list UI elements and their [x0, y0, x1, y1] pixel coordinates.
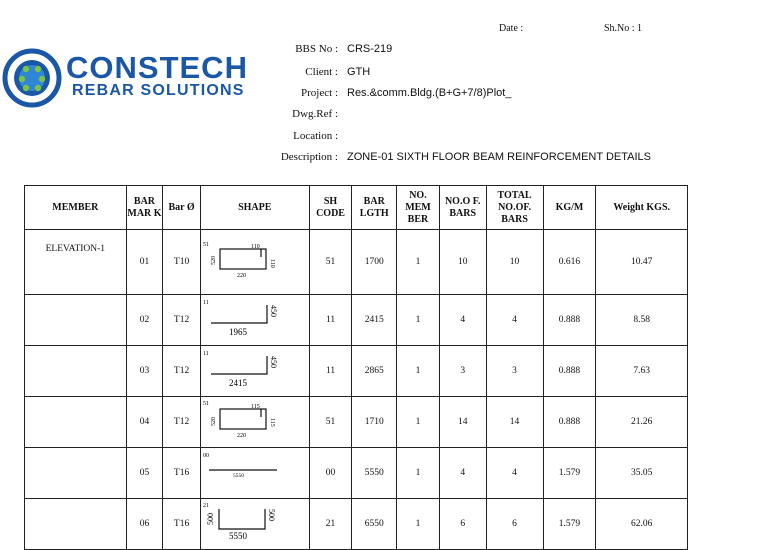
col-no-members: NO. MEM BER — [397, 186, 440, 230]
shape-cell — [200, 499, 309, 550]
weight-cell: 7.63 — [596, 346, 688, 397]
bar-mark-cell: 01 — [126, 230, 163, 295]
l-bar-shape — [201, 346, 307, 396]
member-cell — [25, 448, 127, 499]
bar-dia-cell: T10 — [163, 230, 201, 295]
no-members-cell: 1 — [397, 499, 440, 550]
weight-cell: 21.26 — [596, 397, 688, 448]
col-bar-mark: BAR MAR K — [126, 186, 163, 230]
bar-length-cell: 1710 — [352, 397, 397, 448]
member-cell — [25, 346, 127, 397]
kg-m-cell: 0.888 — [543, 397, 596, 448]
bar-length-cell: 2865 — [352, 346, 397, 397]
stirrup-shape — [201, 397, 307, 447]
shape-dim-bottom: 220 — [236, 273, 246, 279]
total-bars-cell: 4 — [486, 448, 543, 499]
bar-dia-cell: T12 — [163, 295, 201, 346]
shape-dim-bottom: 5550 — [228, 531, 247, 541]
shape-dim-bottom: 220 — [236, 433, 246, 439]
bar-dia-cell: T12 — [163, 397, 201, 448]
sh-code-cell: 11 — [309, 295, 352, 346]
l-bar-shape — [201, 295, 307, 345]
dwg-ref-label: Dwg.Ref : — [292, 108, 338, 120]
u-bar-shape — [201, 499, 307, 549]
shape-cell — [200, 397, 309, 448]
sheet-number: Sh.No : 1 — [604, 23, 643, 34]
shape-dim-top: 110 — [250, 244, 260, 250]
date-label: Date : — [499, 23, 524, 34]
total-bars-cell: 14 — [486, 397, 543, 448]
bar-length-cell: 5550 — [352, 448, 397, 499]
bbs-table — [24, 185, 688, 550]
member-cell — [25, 397, 127, 448]
table-row — [25, 295, 688, 346]
client-label: Client : — [305, 66, 338, 78]
shape-code-label: 00 — [202, 453, 209, 459]
no-bars-cell: 4 — [439, 295, 486, 346]
shape-dim-side: 520 — [210, 256, 217, 265]
col-no-bars: NO.O F. BARS — [439, 186, 486, 230]
no-bars-cell: 4 — [439, 448, 486, 499]
shape-code-label: 11 — [202, 351, 209, 357]
bbs-no-value: CRS-219 — [347, 43, 393, 55]
sh-code-cell: 21 — [309, 499, 352, 550]
shape-cell — [200, 230, 309, 295]
bar-length-cell: 6550 — [352, 499, 397, 550]
no-bars-cell: 14 — [439, 397, 486, 448]
bar-length-cell: 2415 — [352, 295, 397, 346]
weight-cell: 62.06 — [596, 499, 688, 550]
col-bar-dia: Bar Ø — [163, 186, 201, 230]
bar-length-cell: 1700 — [352, 230, 397, 295]
description-label: Description : — [280, 151, 338, 163]
no-members-cell: 1 — [397, 230, 440, 295]
no-members-cell: 1 — [397, 295, 440, 346]
project-label: Project : — [301, 87, 338, 99]
bar-dia-cell: T16 — [163, 499, 201, 550]
bar-mark-cell: 04 — [126, 397, 163, 448]
shape-dim-hook: 110 — [268, 259, 275, 268]
bar-mark-cell: 03 — [126, 346, 163, 397]
table-row — [25, 499, 688, 550]
col-kg-m: KG/M — [543, 186, 596, 230]
shape-dim-hook: 115 — [268, 418, 275, 427]
bar-mark-cell: 06 — [126, 499, 163, 550]
bar-dia-cell: T12 — [163, 346, 201, 397]
total-bars-cell: 4 — [486, 295, 543, 346]
shape-dim-left: 500 — [205, 513, 215, 525]
col-member: MEMBER — [25, 186, 127, 230]
logo-title: CONSTECH — [66, 50, 248, 85]
logo-subtitle: REBAR SOLUTIONS — [72, 82, 245, 99]
no-bars-cell: 3 — [439, 346, 486, 397]
bbs-no-label: BBS No : — [295, 43, 338, 55]
no-members-cell: 1 — [397, 397, 440, 448]
logo-rebar-icon — [2, 48, 62, 108]
shape-dim-side: 520 — [210, 417, 217, 426]
bar-dia-cell: T16 — [163, 448, 201, 499]
member-cell — [25, 295, 127, 346]
stirrup-shape — [201, 237, 307, 287]
shape-dim-vertical: 450 — [268, 356, 278, 368]
shape-cell — [200, 346, 309, 397]
kg-m-cell: 1.579 — [543, 448, 596, 499]
member-cell — [25, 499, 127, 550]
col-weight: Weight KGS. — [596, 186, 688, 230]
table-row — [25, 346, 688, 397]
table-row — [25, 230, 688, 295]
total-bars-cell: 6 — [486, 499, 543, 550]
table-header-row — [25, 186, 688, 230]
weight-cell: 8.58 — [596, 295, 688, 346]
col-total-bars: TOTAL NO.OF. BARS — [486, 186, 543, 230]
sh-code-cell: 00 — [309, 448, 352, 499]
col-sh-code: SH CODE — [309, 186, 352, 230]
kg-m-cell: 0.888 — [543, 295, 596, 346]
table-row — [25, 448, 688, 499]
sh-code-cell: 51 — [309, 397, 352, 448]
total-bars-cell: 3 — [486, 346, 543, 397]
straight-bar-shape — [201, 448, 307, 498]
project-value: Res.&comm.Bldg.(B+G+7/8)Plot_ — [347, 87, 512, 99]
kg-m-cell: 1.579 — [543, 499, 596, 550]
no-bars-cell: 10 — [439, 230, 486, 295]
client-value: GTH — [347, 66, 371, 78]
col-shape: SHAPE — [200, 186, 309, 230]
shape-code-label: 51 — [202, 401, 209, 407]
shape-dim-vertical: 450 — [268, 305, 278, 317]
shape-dim-top: 115 — [250, 404, 260, 410]
shape-dim-length: 5550 — [232, 473, 244, 479]
shape-dim-horizontal: 2415 — [228, 378, 247, 388]
sh-code-cell: 11 — [309, 346, 352, 397]
sh-code-cell: 51 — [309, 230, 352, 295]
weight-cell: 10.47 — [596, 230, 688, 295]
col-bar-length: BAR LGTH — [352, 186, 397, 230]
bar-mark-cell: 05 — [126, 448, 163, 499]
shape-code-label: 21 — [202, 503, 209, 509]
shape-cell — [200, 295, 309, 346]
shape-dim-right: 500 — [266, 509, 276, 521]
table-row — [25, 397, 688, 448]
shape-code-label: 11 — [202, 300, 209, 306]
bar-mark-cell: 02 — [126, 295, 163, 346]
kg-m-cell: 0.888 — [543, 346, 596, 397]
no-members-cell: 1 — [397, 448, 440, 499]
shape-cell — [200, 448, 309, 499]
shape-dim-horizontal: 1965 — [228, 327, 247, 337]
no-members-cell: 1 — [397, 346, 440, 397]
member-cell: ELEVATION-1 — [25, 230, 127, 295]
kg-m-cell: 0.616 — [543, 230, 596, 295]
total-bars-cell: 10 — [486, 230, 543, 295]
no-bars-cell: 6 — [439, 499, 486, 550]
description-value: ZONE-01 SIXTH FLOOR BEAM REINFORCEMENT DETAILS — [347, 151, 651, 163]
weight-cell: 35.05 — [596, 448, 688, 499]
location-label: Location : — [293, 130, 338, 142]
shape-code-label: 51 — [202, 242, 209, 248]
